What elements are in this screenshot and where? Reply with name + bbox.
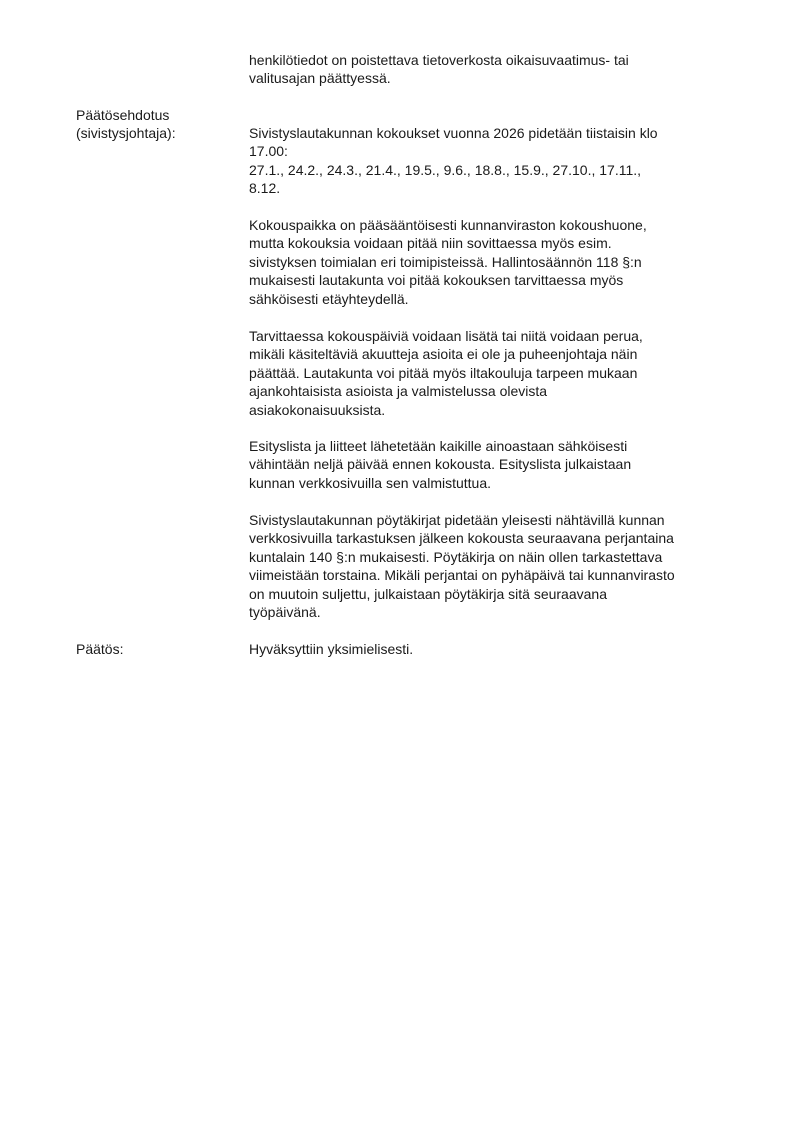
decision-text: Hyväksyttiin yksimielisesti.: [249, 641, 414, 657]
text-line: mikäli käsiteltäviä akuutteja asioita ei ole ja puheenjohtaja näin: [249, 346, 638, 363]
text-line: verkkosivuilla tarkastuksen jälkeen kokousta seuraavana perjantaina: [249, 530, 674, 547]
text-line: sivistyksen toimialan eri toimipisteissä. Hallintosäännön 118 §:n: [249, 253, 642, 270]
proposal-label: [76, 106, 246, 143]
proposal-paragraph-minutes: [249, 511, 739, 621]
text-line: mukaisesti lautakunta voi pitää kokouksen tarvittaessa myös: [249, 272, 624, 289]
text-line: mutta kokouksia voidaan pitää niin sovittaessa myös esim.: [249, 235, 612, 252]
text-line: viimeistään torstaina. Mikäli perjantai on pyhäpäivä tai kunnanvirasto: [249, 567, 675, 584]
proposal-paragraph-agenda: [249, 437, 739, 492]
text-line: Kokouspaikka on pääsääntöisesti kunnanviraston kokoushuone,: [249, 217, 647, 233]
text-line: ajankohtaisista asioista ja valmistelussa olevista: [249, 383, 548, 400]
proposal-paragraph-meeting-place: [249, 216, 739, 308]
text-line: 17.00:: [249, 143, 288, 160]
text-line: kuntalain 140 §:n mukaisesti. Pöytäkirja on näin ollen tarkastettava: [249, 548, 663, 565]
continuation-paragraph: [249, 51, 739, 88]
text-line: 27.1., 24.2., 24.3., 21.4., 19.5., 9.6., 18.8., 15.9., 27.10., 17.11.,: [249, 161, 642, 178]
text-line: valitusajan päättyessä.: [249, 70, 391, 87]
text-line: henkilötiedot on poistettava tietoverkosta oikaisuvaatimus- tai: [249, 52, 629, 68]
text-line: Sivistyslautakunnan kokoukset vuonna 2026 pidetään tiistaisin klo: [249, 125, 658, 141]
label-line: Päätösehdotus: [76, 107, 170, 123]
text-line: Sivistyslautakunnan pöytäkirjat pidetään yleisesti nähtävillä kunnan: [249, 512, 665, 528]
text-line: on muutoin suljettu, julkaistaan pöytäkirja sitä seuraavana: [249, 585, 607, 602]
text-line: Tarvittaessa kokouspäiviä voidaan lisätä tai niitä voidaan perua,: [249, 328, 643, 344]
text-line: Esityslista ja liitteet lähetetään kaikille ainoastaan sähköisesti: [249, 438, 628, 454]
text-line: asiakokonaisuuksista.: [249, 401, 386, 418]
decision-label: Päätös:: [76, 641, 124, 657]
text-line: vähintään neljä päivää ennen kokousta. Esityslista julkaistaan: [249, 456, 632, 473]
label-line: (sivistysjohtaja):: [76, 125, 176, 142]
proposal-paragraph-additional-meetings: [249, 327, 739, 419]
text-line: työpäivänä.: [249, 604, 321, 621]
text-line: päättää. Lautakunta voi pitää myös iltakouluja tarpeen mukaan: [249, 364, 638, 381]
text-line: kunnan verkkosivuilla sen valmistuttua.: [249, 474, 492, 491]
text-line: sähköisesti etäyhteydellä.: [249, 290, 409, 307]
text-line: 8.12.: [249, 180, 281, 197]
proposal-paragraph-meeting-dates: [249, 124, 739, 198]
